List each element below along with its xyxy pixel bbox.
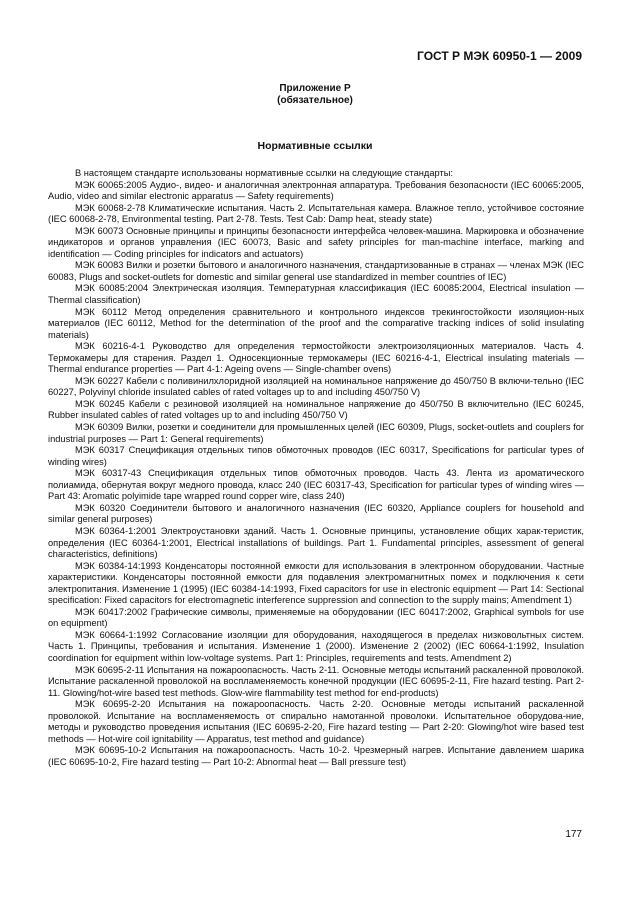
paragraph: МЭК 60417:2002 Графические символы, применяемые на оборудовании (IEC 60417:2002, Graphical symbols for use on equipment) — [48, 606, 584, 629]
paragraph: МЭК 60085:2004 Электрическая изоляция. Температурная классификация (IEC 60085:2004, Electrical insulation — Thermal classification) — [48, 283, 584, 306]
paragraph: МЭК 60664-1:1992 Согласование изоляции для оборудования, находящегося в пределах низковольтных систем. Часть 1. Принципы, требования и испытания. Изменение 1 (2000). Изменение 2 (2002) (IEC 60664-1:1992, Insulation coordination for equipment within low-voltage systems. Part 1: Principles, requirements and tests. Amendment 2) — [48, 629, 584, 663]
paragraph: МЭК 60695-2-20 Испытания на пожароопасность. Часть 2-20. Основные методы испытаний раскаленной проволокой. Испытание на воспламеняемость от спирально намотанной проволоки. Испытательное оборудова-ние, методы и руководство проведения испытания (IEC 60695-2-20, Fire hazard testing — Part 2-20: Glowing/hot wire based test methods — Hot-wire coil ignitability — Apparatus, test method and guidance) — [48, 699, 584, 744]
document-header: ГОСТ Р МЭК 60950-1 — 2009 — [417, 49, 582, 63]
paragraph: МЭК 60068-2-78 Климатические испытания. Часть 2. Испытательная камера. Влажное тепло, устойчивое состояние (IEC 60068-2-78, Environmental testing. Part 2-78. Tests. Test Cab: Damp heat, steady state) — [48, 202, 584, 225]
references-body — [48, 168, 584, 768]
annex-title: Приложение Р — [279, 83, 351, 94]
paragraph: МЭК 60227 Кабели с поливинилхлоридной изоляцией на номинальное напряжение до 450/750 В включи-тельно (IEC 60227, Polyvinyl chloride insulated cables of rated voltages up to and including 450/750 V) — [48, 375, 584, 398]
paragraph: МЭК 60384-14:1993 Конденсаторы постоянной емкости для использования в электронном оборудовании. Частные характеристики. Конденсаторы постоянной емкости для подавления электромагнитных помех и подключения к сети электропитания. Изменение 1 (1995) (IEC 60384-14:1993, Fixed capacitors for use in electronic equipment — Part 14: Sectional specification: Fixed capacitors for electromagnetic interference suppression and connection to the supply mains; Amendment 1) — [48, 560, 584, 606]
annex-subtitle: (обязательное) — [277, 95, 353, 106]
paragraph: МЭК 60320 Соединители бытового и аналогичного назначения (IEC 60320, Appliance couplers for household and similar general purposes) — [48, 502, 584, 525]
paragraph: В настоящем стандарте использованы нормативные ссылки на следующие стандарты: — [75, 168, 454, 178]
paragraph: МЭК 60065:2005 Аудио-, видео- и аналогичная электронная аппаратура. Требования безопасности (IEC 60065:2005, Audio, video and similar electronic apparatus — Safety requirements) — [48, 179, 584, 202]
paragraph: МЭК 60216-4-1 Руководство для определения термостойкости электроизоляционных материалов. Часть 4. Термокамеры для старения. Раздел 1. Односекционные термокамеры (IEC 60216-4-1, Electrical insulating materials — Thermal endurance properties — Part 4-1: Ageing ovens — Single-chamber ovens) — [48, 341, 584, 375]
paragraph: МЭК 60073 Основные принципы и принципы безопасности интерфейса человек-машина. Маркировка и обозначение индикаторов и органов управления (IEC 60073, Basic and safety principles for man-machine interface, marking and identification — Coding principles for indicators and actuators) — [48, 225, 584, 259]
paragraph: МЭК 60083 Вилки и розетки бытового и аналогичного назначения, стандартизованные в странах — членах МЭК (IEC 60083, Plugs and socket-outlets for domestic and similar general use standardized in member countries of IEC) — [48, 260, 584, 282]
paragraph: МЭК 60309 Вилки, розетки и соединители для промышленных целей (IEC 60309, Plugs, socket-outlets and couplers for industrial purposes — Part 1: General requirements) — [48, 422, 584, 444]
paragraph: МЭК 60695-10-2 Испытания на пожароопасность. Часть 10-2. Чрезмерный нагрев. Испытание давлением шарика (IEC 60695-10-2, Fire hazard testing — Part 10-2: Abnormal heat — Ball pressure test) — [48, 745, 584, 767]
annex-heading — [0, 83, 630, 107]
page-number: 177 — [565, 829, 582, 840]
paragraph: МЭК 60364-1:2001 Электроустановки зданий. Часть 1. Основные принципы, установление общих харак-теристик, определения (IEC 60364-1:2001, Electrical installations of buildings. Part 1. Fundamental principles, assessment of general characteristics, definitions) — [48, 525, 584, 560]
paragraph: МЭК 60695-2-11 Испытания на пожароопасность. Часть 2-11. Основные методы испытаний раскаленной проволокой. Испытание раскаленной проволокой на воспламеняемость конечной продукции (IEC 60695-2-11, Fire hazard testing. Part 2-11. Glowing/hot-wire based test methods. Glow-wire flammability test method for end-products) — [48, 664, 584, 698]
paragraph: МЭК 60245 Кабели с резиновой изоляцией на номинальное напряжение до 450/750 В включительно (IEC 60245, Rubber insulated cables of rated voltages up to and including 450/750 V) — [48, 398, 584, 421]
paragraph: МЭК 60317 Спецификация отдельных типов обмоточных проводов (IEC 60317, Specifications for particular types of winding wires) — [48, 445, 584, 467]
section-title: Нормативные ссылки — [257, 140, 373, 152]
paragraph: МЭК 60317-43 Спецификация отдельных типов обмоточных проводов. Часть 43. Лента из ароматического полиамида, обернутая вокруг медного провода, класс 240 (IEC 60317-43, Specification for particular types of winding wires — Part 43: Aromatic polyimide tape wrapped round copper wire, class 240) — [48, 468, 584, 502]
paragraph: МЭК 60112 Метод определения сравнительного и контрольного индексов трекингостойкости изоляцион-ных материалов (IEC 60112, Method for the determination of the proof and the comparative tracking indices of solid insulating materials) — [48, 306, 584, 340]
